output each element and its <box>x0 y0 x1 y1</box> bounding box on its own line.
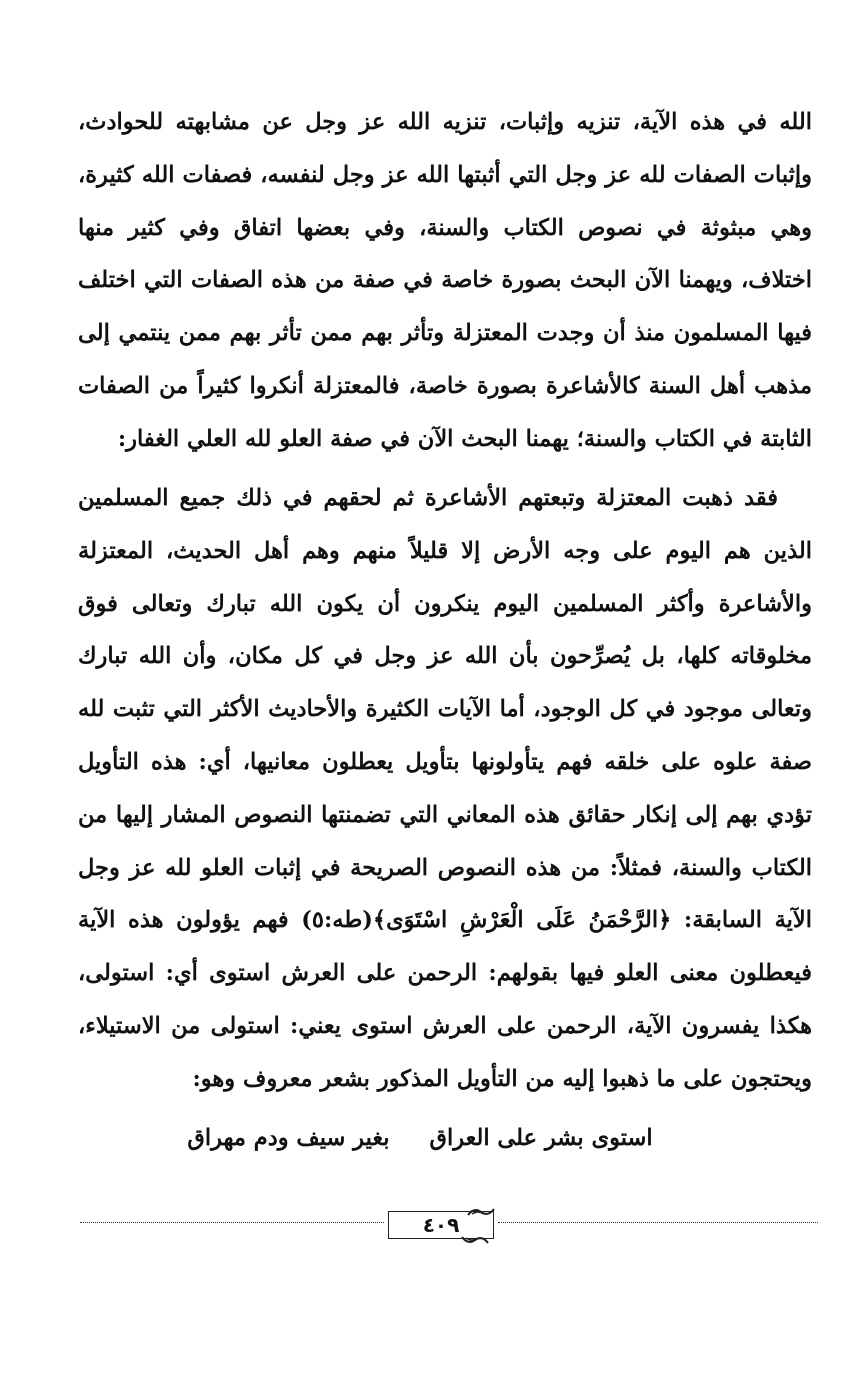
verse-second-hemistich: بغير سيف ودم مهراق <box>187 1125 390 1151</box>
body-paragraph-1: الله في هذه الآية، تنزيه وإثبات، تنزيه الله عز وجل عن مشابهته للحوادث، وإثبات الصفات لله عز وجل التي أثبتها الله عز وجل لنفسه، فصفات الله كثيرة، وهي مبثوثة في نصوص الكتاب والسنة، وفي بعضها اتفاق وفي كثير منها اختلاف، ويهمنا الآن البحث بصورة خاصة في صفة من هذه الصفات التي اختلف فيها المسلمون منذ أن وجدت المعتزلة وتأثر بهم ممن تأثر بهم ممن ينتمي إلى مذهب أهل السنة كالأشاعرة بصورة خاصة، فالمعتزلة أنكروا كثيراً من الصفات الثابتة في الكتاب والسنة؛ يهمنا البحث الآن في صفة العلو لله العلي الغفار: <box>78 109 812 452</box>
page-number-frame <box>384 1205 498 1245</box>
footer-dotted-rule-left <box>80 1222 384 1223</box>
footer-dotted-rule-right <box>498 1222 818 1223</box>
verse-first-hemistich: استوى بشر على العراق <box>429 1125 653 1151</box>
page-number: ٤٠٩ <box>422 1213 460 1237</box>
body-paragraph-2: فقد ذهبت المعتزلة وتبعتهم الأشاعرة ثم لحقهم في ذلك جميع المسلمين الذين هم اليوم على وجه الأرض إلا قليلاً منهم وهم أهل الحديث، المعتزلة والأشاعرة وأكثر المسلمين اليوم ينكرون أن يكون الله تبارك وتعالى فوق مخلوقاته كلها، بل يُصرِّحون بأن الله عز وجل في كل مكان، وأن الله تبارك وتعالى موجود في كل الوجود، أما الآيات الكثيرة والأحاديث الأكثر التي تثبت لله صفة علوه على خلقه فهم يتأولونها بتأويل يعطلون معانيها، أي: هذه التأويل تؤدي بهم إلى إنكار حقائق هذه المعاني التي تضمنتها النصوص المشار إليها من الكتاب والسنة، فمثلاً: من هذه النصوص الصريحة في إثبات العلو لله عز وجل الآية السابقة: ﴿الرَّحْمَنُ عَلَى الْعَرْشِ اسْتَوَى﴾(طه:٥) فهم يؤولون هذه الآية فيعطلون معنى العلو فيها بقولهم: الرحمن على العرش استوى أي: استولى، هكذا يفسرون الآية، الرحمن على العرش استوى يعني: استولى من الاستيلاء، ويحتجون على ما ذهبوا إليه من التأويل المذكور بشعر معروف وهو: <box>78 485 812 1092</box>
poetry-verse <box>170 1112 670 1164</box>
